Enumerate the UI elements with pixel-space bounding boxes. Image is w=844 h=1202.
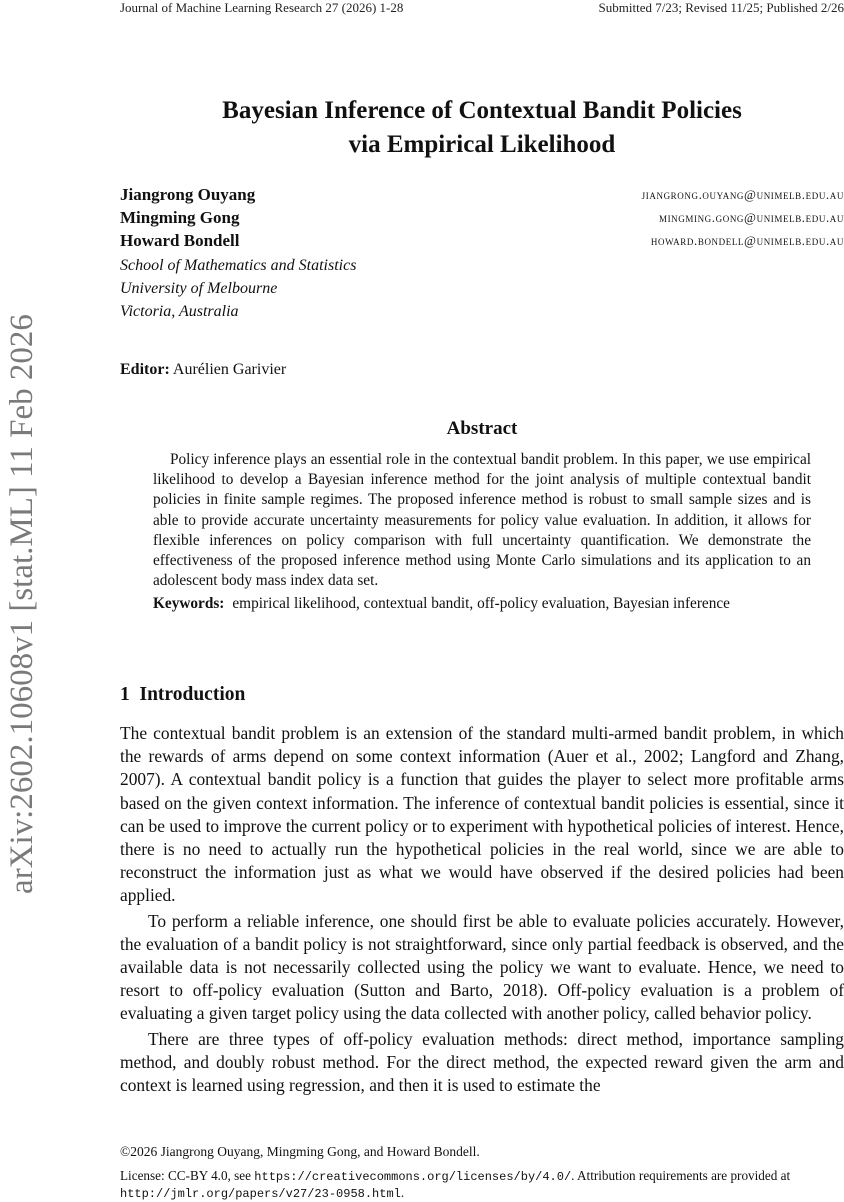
abstract-block [153,450,811,615]
license-link[interactable]: https://creativecommons.org/licenses/by/4.0/ [254,1170,572,1184]
section-heading [120,684,844,706]
author-row [120,208,844,231]
author-row [120,231,844,254]
author-name: Jiangrong Ouyang [120,185,256,204]
section-body [120,722,844,1097]
author-email[interactable]: howard.bondell@unimelb.edu.au [650,233,844,248]
paper-title [120,94,844,162]
paragraph: To perform a reliable inference, one should first be able to evaluate policies accurately. However, the evaluation of a bandit policy is not straightforward, since only partial feedback is observed, and the available data is not necessarily collected using the policy we want to evaluate. Hence, we need to resort to off-policy evaluation (Sutton and Barto, 2018). Off-policy evaluation is a problem of evaluating a given target policy using the data collected with another policy, called behavior policy. [120,910,844,1024]
section-title: Introduction [139,684,246,705]
author-email[interactable]: mingming.gong@unimelb.edu.au [658,210,844,225]
keywords-label: Keywords: [153,595,225,613]
license-mid: . Attribution requirements are provided at [571,1168,791,1183]
affiliation-school: School of Mathematics and Statistics [120,257,357,274]
paragraph: The contextual bandit problem is an extension of the standard multi-armed bandit problem, in which the rewards of arms depend on some context information (Auer et al., 2002; Langford and Zhang, 2007). A contextual bandit policy is a function that guides the player to select more profitable arms based on the given context information. The inference of contextual bandit policies is essential, since it can be used to improve the current policy or to experiment with hypothetical policies of interest. Hence, there is no need to actually run the hypothetical policies in the real world, since we are able to reconstruct the information just as what we would have observed if the desired policies had been applied. [120,723,844,906]
author-name: Howard Bondell [120,231,240,250]
title-line-1: Bayesian Inference of Contextual Bandit Policies [222,97,742,124]
abstract-text: Policy inference plays an essential role in the contextual bandit problem. In this paper, we use empirical likelihood to develop a Bayesian inference method for the joint analysis of multiple contextual bandit policies in finite sample regimes. The proposed inference method is robust to small sample sizes and is able to provide accurate uncertainty measurements for policy value evaluation. In addition, it allows for flexible inferences on policy comparison with full uncertainty quantification. We demonstrate the effectiveness of the proposed inference method using Monte Carlo simulations and its application to an adolescent body mass index data set. [153,451,811,590]
arxiv-watermark [3,295,41,913]
author-email[interactable]: jiangrong.ouyang@unimelb.edu.au [641,187,844,202]
editor-label: Editor: [120,361,170,378]
copyright-notice: ©2026 Jiangrong Ouyang, Mingming Gong, and Howard Bondell. [120,1144,480,1159]
keywords [153,594,811,614]
paper-link[interactable]: http://jmlr.org/papers/v27/23-0958.html [120,1187,401,1201]
publication-history: Submitted 7/23; Revised 11/25; Published 2/26 [598,0,844,15]
affiliation-location: Victoria, Australia [120,303,239,320]
license-notice [120,1168,844,1202]
section-number: 1 [120,684,130,705]
affiliation-university: University of Melbourne [120,280,278,297]
arxiv-identifier: arXiv:2602.10608v1 [stat.ML] 11 Feb 2026 [4,314,40,894]
footnote-divider [120,1140,280,1141]
author-row [120,185,844,208]
author-block [120,185,844,323]
running-head [120,0,844,16]
keywords-list: empirical likelihood, contextual bandit, off-policy evaluation, Bayesian inference [232,595,730,613]
author-name: Mingming Gong [120,208,240,227]
editor-line [120,361,844,379]
license-end: . [400,1185,405,1200]
title-line-2: via Empirical Likelihood [348,131,616,158]
abstract-heading: Abstract [446,418,518,439]
journal-citation: Journal of Machine Learning Research 27 (2026) 1-28 [120,0,404,15]
license-prefix: License: CC-BY 4.0, see [120,1168,251,1183]
paragraph: There are three types of off-policy evaluation methods: direct method, importance sampling method, and doubly robust method. For the direct method, the expected reward given the arm and context is learned using regression, and then it is used to estimate the [120,1028,844,1096]
editor-name: Aurélien Garivier [172,361,287,378]
